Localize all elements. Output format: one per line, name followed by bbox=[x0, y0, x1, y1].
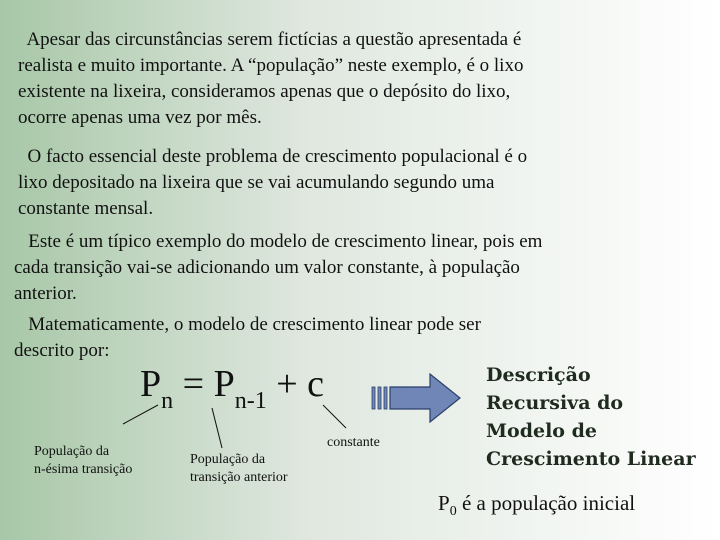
paragraph-line: cada transição vai-se adicionando um valor constante, à população bbox=[14, 257, 520, 278]
formula-sub-n: n bbox=[161, 388, 174, 414]
initial-symbol: P bbox=[438, 491, 450, 515]
initial-text: é a população inicial bbox=[456, 491, 636, 515]
label-line: População da bbox=[34, 444, 110, 459]
formula-plus-c: + c bbox=[266, 363, 325, 405]
pointer-line-pn1 bbox=[212, 408, 222, 448]
formula-p-prev: P bbox=[213, 363, 235, 405]
initial-subscript: 0 bbox=[449, 504, 457, 519]
paragraph-line: lixo depositado na lixeira que se vai acumulando segundo uma bbox=[18, 172, 495, 193]
formula-p: P bbox=[140, 363, 162, 405]
paragraph-line: existente na lixeira, consideramos apenas que o depósito do lixo, bbox=[18, 81, 511, 102]
description-line: Crescimento Linear bbox=[486, 448, 696, 470]
description-line: Descrição bbox=[486, 364, 591, 386]
formula-equals: = bbox=[173, 363, 214, 405]
recursive-description bbox=[486, 361, 696, 473]
label-line: n-ésima transição bbox=[34, 462, 133, 477]
description-line: Recursiva do bbox=[486, 392, 624, 414]
paragraph-line: anterior. bbox=[14, 283, 77, 304]
paragraph-line: realista e muito importante. A “população” neste exemplo, é o lixo bbox=[18, 55, 524, 76]
paragraph-line: Apesar das circunstâncias serem fictícias a questão apresentada é bbox=[18, 29, 522, 50]
paragraph-line: descrito por: bbox=[14, 340, 110, 361]
description-line: Modelo de bbox=[486, 420, 597, 442]
right-arrow-icon bbox=[372, 374, 460, 422]
label-constant: constante bbox=[327, 435, 380, 450]
paragraph-line: constante mensal. bbox=[18, 198, 154, 219]
pointer-line-constant bbox=[323, 405, 346, 428]
initial-population-note bbox=[438, 491, 636, 519]
paragraph-line: Matematicamente, o modelo de crescimento linear pode ser bbox=[14, 314, 481, 335]
label-line: População da bbox=[190, 452, 266, 467]
label-previous-population bbox=[190, 451, 288, 487]
label-line: transição anterior bbox=[190, 470, 288, 485]
label-current-population bbox=[34, 443, 132, 479]
formula-sub-n-minus-1: n-1 bbox=[234, 388, 267, 414]
paragraph-line: O facto essencial deste problema de crescimento populacional é o bbox=[18, 146, 528, 167]
paragraph-line: ocorre apenas uma vez por mês. bbox=[18, 107, 262, 128]
pointer-line-pn bbox=[123, 405, 158, 424]
paragraph-line: Este é um típico exemplo do modelo de crescimento linear, pois em bbox=[14, 231, 543, 252]
